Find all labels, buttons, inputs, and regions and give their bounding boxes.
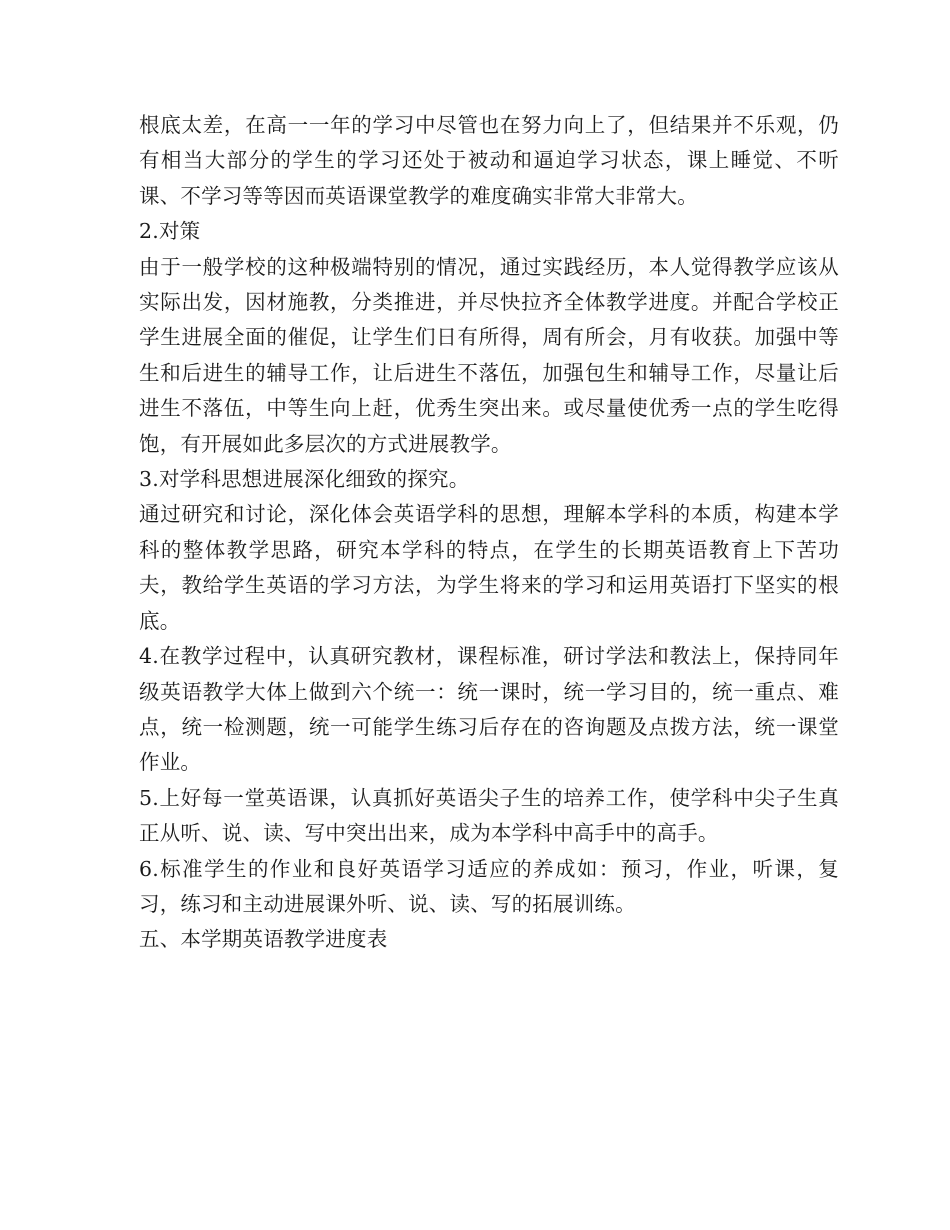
paragraph-item-6: 6.标准学生的作业和良好英语学习适应的养成如：预习，作业，听课，复习，练习和主动进展课外听、说、读、写的拓展训练。 [139, 856, 839, 916]
heading-schedule-table: 五、本学期英语教学进度表 [139, 927, 388, 952]
paragraph-intro-continuation: 根底太差，在高一一年的学习中尽管也在努力向上了，但结果并不乐观，仍有相当大部分的学生的学习还处于被动和逼迫学习状态，课上睡觉、不听课、不学习等等因而英语课堂教学的难度确实非常大非常大。 [139, 113, 839, 208]
document-body [139, 108, 839, 958]
paragraph-countermeasures: 由于一般学校的这种极端特别的情况，通过实践经历，本人觉得教学应该从实际出发，因材施教，分类推进，并尽快拉齐全体教学进度。并配合学校正学生进展全面的催促，让学生们日有所得，周有所会，月有收获。加强中等生和后进生的辅导工作，让后进生不落伍，加强包生和辅导工作，尽量让后进生不落伍，中等生向上赶，优秀生突出来。或尽量使优秀一点的学生吃得饱，有开展如此多层次的方式进展教学。 [139, 254, 839, 456]
paragraph-subject-thinking: 通过研究和讨论，深化体会英语学科的思想，理解本学科的本质，构建本学科的整体教学思路，研究本学科的特点，在学生的长期英语教育上下苦功夫，教给学生英语的学习方法，为学生将来的学习和运用英语打下坚实的根底。 [139, 502, 839, 633]
heading-countermeasures: 2.对策 [139, 219, 201, 244]
paragraph-item-4: 4.在教学过程中，认真研究教材，课程标准，研讨学法和教法上，保持同年级英语教学大体上做到六个统一：统一课时，统一学习目的，统一重点、难点，统一检测题，统一可能学生练习后存在的咨询题及点拨方法，统一课堂作业。 [139, 644, 839, 775]
paragraph-item-5: 5.上好每一堂英语课，认真抓好英语尖子生的培养工作，使学科中尖子生真正从听、说、读、写中突出出来，成为本学科中高手中的高手。 [139, 785, 839, 846]
heading-subject-thinking: 3.对学科思想进展深化细致的探究。 [139, 467, 470, 492]
